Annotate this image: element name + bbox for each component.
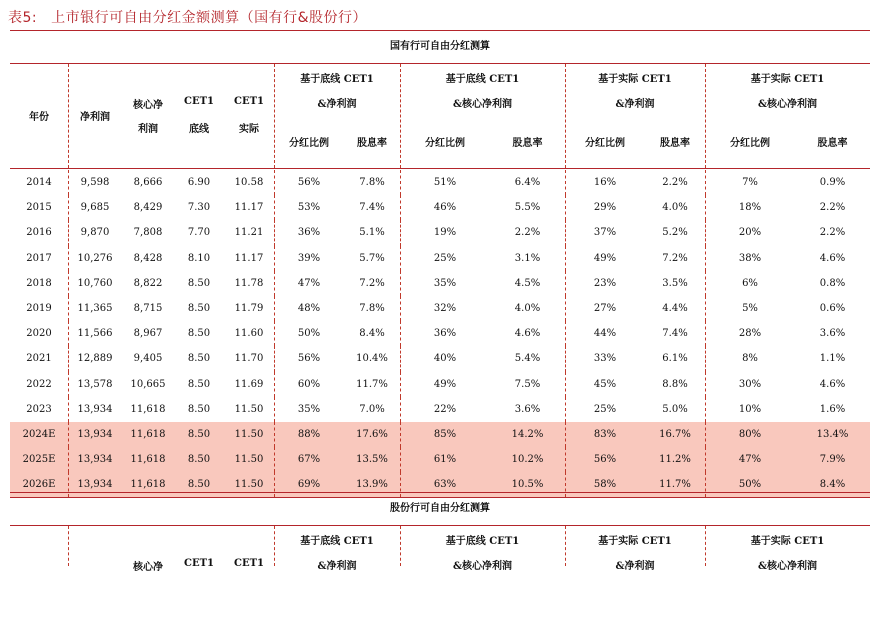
dividend-yield-cell: 2.2% — [819, 202, 846, 214]
col-core-net-profit-line2: 利润 — [138, 124, 158, 135]
dividend-yield-cell: 3.1% — [514, 252, 541, 264]
payout-ratio-cell: 60% — [297, 378, 321, 390]
year-cell: 2023 — [26, 403, 52, 415]
dividend-yield-cell: 11.2% — [659, 454, 691, 466]
payout-ratio-cell: 69% — [297, 479, 321, 491]
dividend-yield-cell: 2.2% — [662, 177, 688, 188]
col-cet1-floor-line2: 底线 — [189, 124, 209, 135]
payout-ratio-cell: 8% — [742, 353, 758, 365]
cet1-floor-cell: 8.50 — [187, 403, 211, 415]
dividend-yield-cell: 5.0% — [662, 403, 688, 415]
net-profit-cell: 13,934 — [77, 428, 113, 440]
dividend-yield-cell: 13.4% — [816, 428, 849, 440]
cet1-actual-cell: 11.70 — [234, 353, 264, 365]
payout-ratio-cell: 36% — [297, 227, 321, 239]
payout-ratio-cell: 23% — [593, 277, 617, 289]
js-col-cet1-floor: CET1 — [184, 558, 214, 569]
year-cell: 2025E — [22, 454, 56, 466]
cet1-floor-cell: 8.10 — [187, 252, 211, 264]
payout-ratio-cell: 30% — [738, 378, 762, 390]
dividend-yield-cell: 1.6% — [819, 403, 846, 415]
dividend-yield-cell: 10.4% — [356, 353, 388, 365]
dividend-yield-cell: 8.8% — [662, 378, 688, 390]
js-group1-line2: &净利润 — [317, 561, 357, 572]
payout-ratio-cell: 20% — [738, 227, 762, 239]
net-profit-cell: 13,934 — [77, 454, 113, 466]
dividend-yield-cell: 4.6% — [819, 378, 846, 390]
net-profit-cell: 13,934 — [77, 479, 113, 491]
payout-ratio-cell: 38% — [738, 252, 762, 264]
cet1-floor-cell: 8.50 — [187, 479, 211, 491]
js-col-core-net-profit: 核心净 — [133, 562, 163, 573]
payout-ratio-cell: 50% — [738, 479, 762, 491]
js-col-cet1-actual: CET1 — [234, 558, 264, 569]
payout-ratio-cell: 85% — [433, 428, 457, 440]
net-profit-cell: 9,870 — [80, 227, 110, 239]
payout-ratio-cell: 32% — [433, 302, 457, 314]
year-cell: 2020 — [26, 328, 52, 340]
payout-ratio-cell: 61% — [433, 454, 457, 466]
table-row — [10, 422, 870, 447]
dividend-yield-cell: 2.2% — [819, 227, 846, 239]
dividend-yield-cell: 7.2% — [662, 252, 688, 264]
cet1-floor-cell: 8.50 — [187, 277, 211, 289]
dividend-yield-cell: 4.6% — [514, 328, 541, 340]
payout-ratio-cell: 35% — [433, 277, 457, 289]
dividend-yield-cell: 13.5% — [356, 454, 388, 466]
cet1-actual-cell: 11.60 — [234, 328, 264, 340]
dividend-yield-cell: 5.2% — [662, 227, 688, 239]
year-cell: 2026E — [22, 479, 56, 491]
dividend-yield-cell: 7.2% — [359, 277, 385, 289]
payout-ratio-cell: 40% — [433, 353, 457, 365]
dividend-yield-cell: 5.1% — [359, 227, 385, 239]
core-net-profit-cell: 8,715 — [133, 302, 163, 314]
table-row — [10, 246, 870, 271]
payout-ratio-cell: 56% — [297, 177, 321, 188]
state-bank-table — [10, 30, 870, 498]
net-profit-cell: 13,934 — [77, 403, 113, 415]
g1-yield-header: 股息率 — [357, 138, 387, 149]
payout-ratio-cell: 67% — [297, 454, 321, 466]
group2-line2: &核心净利润 — [452, 99, 513, 110]
cet1-actual-cell: 11.17 — [234, 252, 264, 264]
group4-line1: 基于实际 CET1 — [750, 74, 825, 85]
cet1-actual-cell: 11.21 — [234, 227, 264, 239]
payout-ratio-cell: 46% — [433, 202, 457, 214]
payout-ratio-cell: 44% — [593, 328, 617, 340]
cet1-floor-cell: 8.50 — [187, 302, 211, 314]
year-cell: 2024E — [22, 428, 56, 440]
js-group4-line1: 基于实际 CET1 — [750, 536, 825, 547]
year-cell: 2015 — [26, 202, 52, 214]
g3-yield-header: 股息率 — [660, 138, 690, 149]
g2-payout-header: 分红比例 — [425, 138, 465, 149]
dividend-yield-cell: 4.0% — [514, 302, 541, 314]
js-group1-line1: 基于底线 CET1 — [300, 536, 374, 547]
cet1-actual-cell: 11.69 — [234, 378, 264, 390]
group3-line2: &净利润 — [615, 99, 655, 110]
dividend-yield-cell: 4.4% — [662, 302, 688, 314]
year-cell: 2018 — [26, 277, 52, 289]
dividend-yield-cell: 4.6% — [819, 252, 846, 264]
dividend-yield-cell: 11.7% — [659, 479, 691, 491]
dividend-yield-cell: 6.1% — [662, 353, 688, 365]
group1-line2: &净利润 — [317, 99, 357, 110]
joint-stock-table-caption: 股份行可自由分红测算 — [10, 492, 870, 526]
state-bank-table-body — [10, 169, 870, 497]
table-title — [8, 7, 367, 27]
dividend-yield-cell: 1.1% — [819, 353, 846, 365]
payout-ratio-cell: 88% — [297, 428, 321, 440]
payout-ratio-cell: 27% — [593, 302, 617, 314]
js-group4-line2: &核心净利润 — [757, 561, 818, 572]
net-profit-cell: 11,566 — [77, 328, 113, 340]
cet1-actual-cell: 11.50 — [234, 403, 264, 415]
core-net-profit-cell: 9,405 — [133, 353, 163, 365]
dividend-yield-cell: 6.4% — [514, 177, 541, 188]
group4-line2: &核心净利润 — [757, 99, 818, 110]
joint-stock-table-header — [10, 526, 870, 630]
core-net-profit-cell: 11,618 — [130, 454, 166, 466]
payout-ratio-cell: 56% — [297, 353, 321, 365]
payout-ratio-cell: 63% — [433, 479, 457, 491]
payout-ratio-cell: 28% — [738, 328, 762, 340]
payout-ratio-cell: 22% — [433, 403, 457, 415]
core-net-profit-cell: 8,666 — [133, 177, 163, 188]
dividend-yield-cell: 13.9% — [356, 479, 388, 491]
table-row — [10, 447, 870, 472]
payout-ratio-cell: 7% — [742, 177, 758, 188]
core-net-profit-cell: 11,618 — [130, 428, 166, 440]
g4-payout-header: 分红比例 — [730, 138, 770, 149]
payout-ratio-cell: 39% — [297, 252, 321, 264]
group2-line1: 基于底线 CET1 — [445, 74, 520, 85]
core-net-profit-cell: 8,429 — [133, 202, 163, 214]
col-year: 年份 — [29, 112, 49, 123]
payout-ratio-cell: 33% — [593, 353, 617, 365]
net-profit-cell: 9,598 — [80, 177, 110, 188]
core-net-profit-cell: 11,618 — [130, 479, 166, 491]
cet1-floor-cell: 8.50 — [187, 378, 211, 390]
payout-ratio-cell: 36% — [433, 328, 457, 340]
cet1-floor-cell: 8.50 — [187, 428, 211, 440]
net-profit-cell: 12,889 — [77, 353, 113, 365]
dividend-yield-cell: 8.4% — [359, 328, 385, 340]
core-net-profit-cell: 8,822 — [133, 277, 163, 289]
dividend-yield-cell: 14.2% — [511, 428, 544, 440]
net-profit-cell: 10,760 — [77, 277, 113, 289]
payout-ratio-cell: 25% — [593, 403, 617, 415]
dividend-yield-cell: 0.8% — [819, 277, 846, 289]
dividend-yield-cell: 3.6% — [514, 403, 541, 415]
js-group2-line1: 基于底线 CET1 — [445, 536, 520, 547]
cet1-actual-cell: 11.79 — [234, 302, 264, 314]
dividend-yield-cell: 0.9% — [819, 177, 846, 188]
payout-ratio-cell: 18% — [738, 202, 762, 214]
payout-ratio-cell: 19% — [433, 227, 457, 239]
table-row — [10, 296, 870, 321]
payout-ratio-cell: 45% — [593, 378, 617, 390]
dividend-yield-cell: 17.6% — [356, 428, 388, 440]
joint-stock-bank-table — [10, 492, 870, 630]
group3-line1: 基于实际 CET1 — [598, 74, 672, 85]
payout-ratio-cell: 25% — [433, 252, 457, 264]
core-net-profit-cell: 8,967 — [133, 328, 163, 340]
payout-ratio-cell: 83% — [593, 428, 617, 440]
table-row — [10, 397, 870, 422]
table-row — [10, 195, 870, 220]
js-group3-line2: &净利润 — [615, 561, 655, 572]
dividend-yield-cell: 2.2% — [514, 227, 541, 239]
dividend-yield-cell: 4.0% — [662, 202, 688, 214]
dividend-yield-cell: 7.4% — [662, 328, 688, 340]
net-profit-cell: 10,276 — [77, 252, 113, 264]
g1-payout-header: 分红比例 — [289, 138, 329, 149]
col-net-profit: 净利润 — [80, 112, 110, 123]
year-cell: 2022 — [26, 378, 52, 390]
payout-ratio-cell: 53% — [297, 202, 321, 214]
cet1-floor-cell: 8.50 — [187, 353, 211, 365]
cet1-floor-cell: 8.50 — [187, 328, 211, 340]
col-cet1-actual-line1: CET1 — [234, 96, 264, 107]
core-net-profit-cell: 8,428 — [133, 252, 163, 264]
dividend-yield-cell: 3.5% — [662, 277, 688, 289]
dividend-yield-cell: 16.7% — [659, 428, 691, 440]
table-row — [10, 321, 870, 346]
payout-ratio-cell: 49% — [433, 378, 457, 390]
net-profit-cell: 13,578 — [77, 378, 113, 390]
payout-ratio-cell: 35% — [297, 403, 321, 415]
payout-ratio-cell: 37% — [593, 227, 617, 239]
table-row — [10, 220, 870, 245]
col-core-net-profit-line1: 核心净 — [133, 100, 163, 111]
payout-ratio-cell: 6% — [742, 277, 758, 289]
dividend-yield-cell: 8.4% — [819, 479, 846, 491]
dividend-yield-cell: 4.5% — [514, 277, 541, 289]
net-profit-cell: 11,365 — [77, 302, 113, 314]
state-bank-table-caption: 国有行可自由分红测算 — [10, 30, 870, 64]
payout-ratio-cell: 47% — [297, 277, 321, 289]
payout-ratio-cell: 47% — [738, 454, 762, 466]
payout-ratio-cell: 80% — [738, 428, 762, 440]
net-profit-cell: 9,685 — [80, 202, 110, 214]
cet1-actual-cell: 11.50 — [234, 479, 264, 491]
payout-ratio-cell: 16% — [593, 177, 617, 188]
cet1-actual-cell: 11.50 — [234, 428, 264, 440]
dividend-yield-cell: 10.5% — [511, 479, 544, 491]
table-row — [10, 170, 870, 195]
cet1-floor-cell: 7.70 — [187, 227, 211, 239]
dividend-yield-cell: 7.8% — [359, 302, 385, 314]
col-cet1-actual-line2: 实际 — [239, 124, 259, 135]
payout-ratio-cell: 10% — [738, 403, 762, 415]
payout-ratio-cell: 50% — [297, 328, 321, 340]
dividend-yield-cell: 5.7% — [359, 252, 385, 264]
cet1-actual-cell: 10.58 — [234, 177, 264, 188]
g4-yield-header: 股息率 — [817, 138, 848, 149]
payout-ratio-cell: 5% — [742, 302, 758, 314]
table-number: 表5: — [8, 10, 38, 26]
dividend-yield-cell: 3.6% — [819, 328, 846, 340]
state-bank-table-header — [10, 64, 870, 169]
year-cell: 2021 — [26, 353, 52, 365]
table-title-text: 上市银行可自由分红金额测算（国有行&股份行） — [51, 10, 368, 26]
table-row — [10, 372, 870, 397]
cet1-floor-cell: 6.90 — [187, 177, 211, 188]
table-row — [10, 346, 870, 371]
js-group2-line2: &核心净利润 — [452, 561, 513, 572]
core-net-profit-cell: 7,808 — [133, 227, 163, 239]
dividend-yield-cell: 0.6% — [819, 302, 846, 314]
payout-ratio-cell: 56% — [593, 454, 617, 466]
payout-ratio-cell: 49% — [593, 252, 617, 264]
group1-line1: 基于底线 CET1 — [300, 74, 374, 85]
dividend-yield-cell: 10.2% — [511, 454, 544, 466]
year-cell: 2019 — [26, 302, 52, 314]
cet1-actual-cell: 11.50 — [234, 454, 264, 466]
year-cell: 2017 — [26, 252, 52, 264]
payout-ratio-cell: 51% — [433, 177, 457, 188]
dividend-yield-cell: 7.5% — [514, 378, 541, 390]
year-cell: 2016 — [26, 227, 52, 239]
col-cet1-floor-line1: CET1 — [184, 96, 214, 107]
dividend-yield-cell: 7.4% — [359, 202, 385, 214]
payout-ratio-cell: 29% — [593, 202, 617, 214]
cet1-actual-cell: 11.17 — [234, 202, 264, 214]
payout-ratio-cell: 48% — [297, 302, 321, 314]
js-group3-line1: 基于实际 CET1 — [598, 536, 672, 547]
dividend-yield-cell: 5.4% — [514, 353, 541, 365]
cet1-floor-cell: 8.50 — [187, 454, 211, 466]
dividend-yield-cell: 7.9% — [819, 454, 846, 466]
cet1-actual-cell: 11.78 — [234, 277, 264, 289]
cet1-floor-cell: 7.30 — [187, 202, 211, 214]
payout-ratio-cell: 58% — [593, 479, 617, 491]
g3-payout-header: 分红比例 — [585, 138, 625, 149]
core-net-profit-cell: 11,618 — [130, 403, 166, 415]
dividend-yield-cell: 7.0% — [359, 403, 385, 415]
year-cell: 2014 — [26, 177, 52, 188]
core-net-profit-cell: 10,665 — [130, 378, 166, 390]
dividend-yield-cell: 5.5% — [514, 202, 541, 214]
g2-yield-header: 股息率 — [512, 138, 543, 149]
dividend-yield-cell: 11.7% — [356, 378, 388, 390]
dividend-yield-cell: 7.8% — [359, 177, 385, 188]
table-row — [10, 271, 870, 296]
